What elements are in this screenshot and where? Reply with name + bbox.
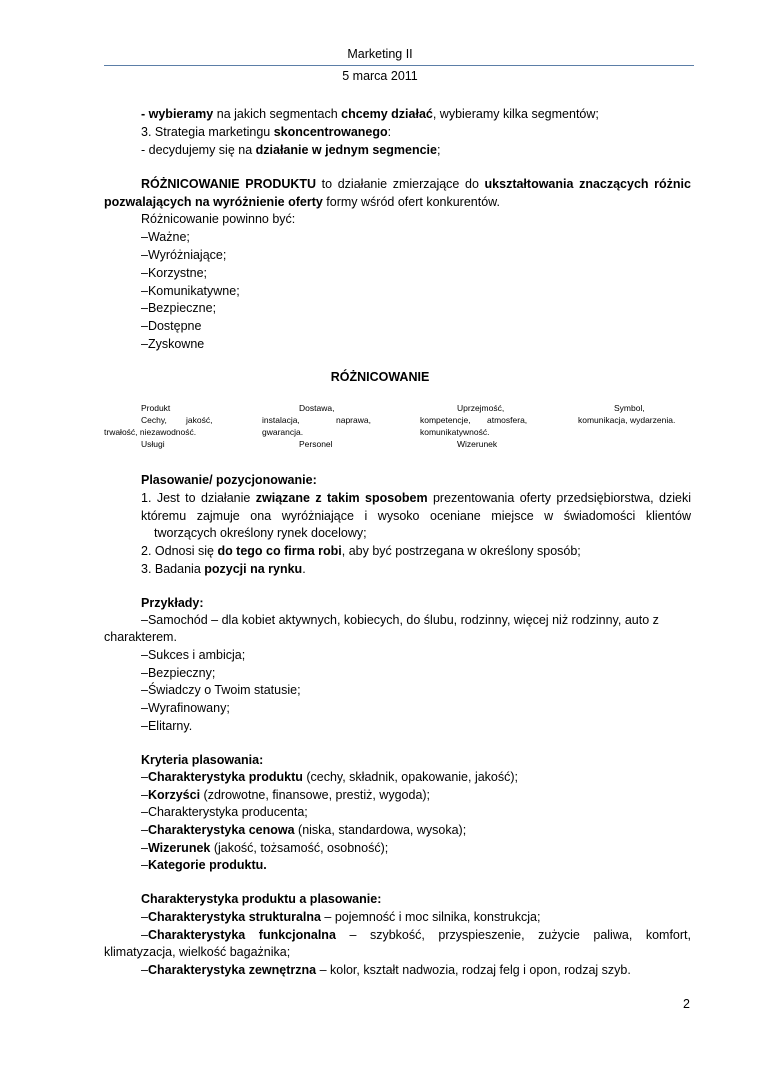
- table-cell: Usługi: [141, 439, 165, 449]
- list-item: – Charakterystyka strukturalna – pojemność i moc silnika, konstrukcja;: [141, 908, 540, 926]
- list-item: – Charakterystyka funkcjonalna – szybkość, przyspieszenie, zużycie paliwa, komfort,: [141, 926, 691, 944]
- table-cell: trwałość, niezawodność.: [104, 427, 197, 437]
- table-cell: Wizerunek: [457, 439, 498, 449]
- list-item: – Ważne;: [141, 228, 190, 246]
- kryteria-heading: Kryteria plasowania:: [141, 753, 264, 767]
- table-cell: atmosfera,: [487, 415, 528, 425]
- table-cell: kompetencje,: [420, 415, 471, 425]
- roznicowanie-paragraph-line-1: RÓŻNICOWANIE PRODUKTU to działanie zmierzające do ukształtowania znaczących różnic: [141, 177, 691, 191]
- list-item: – Kategorie produktu.: [141, 856, 267, 874]
- header-date: 5 marca 2011: [342, 69, 418, 83]
- list-item: – Korzystne;: [141, 264, 207, 282]
- table-cell: gwarancja.: [262, 427, 304, 437]
- header-title: Marketing II: [347, 47, 413, 61]
- intro-line-1: - wybieramy na jakich segmentach chcemy działać, wybieramy kilka segmentów;: [141, 107, 599, 121]
- roznicowanie-paragraph-line-2: pozwalających na wyróżnienie oferty formy wśród ofert konkurentów.: [104, 195, 500, 209]
- table-cell: instalacja,: [262, 415, 300, 425]
- list-item: – Bezpieczne;: [141, 299, 216, 317]
- plasowanie-item-1-line-1: 1. Jest to działanie związane z takim sposobem prezentowania oferty przedsiębiorstwa, dzieki: [141, 491, 691, 505]
- roznicowanie-lead: Różnicowanie powinno być:: [141, 212, 296, 226]
- list-item: – Sukces i ambicja;: [141, 646, 245, 664]
- table-cell: komunikacja, wydarzenia.: [578, 415, 676, 425]
- plasowanie-item-2: 2. Odnosi się do tego co firma robi, aby być postrzegana w określony sposób;: [141, 544, 581, 558]
- list-item: – Wizerunek (jakość, tożsamość, osobność);: [141, 839, 388, 857]
- charakterystyka-heading: Charakterystyka produktu a plasowanie:: [141, 892, 382, 906]
- page-number: 2: [683, 997, 690, 1011]
- przyklady-line-2: charakterem.: [104, 630, 177, 644]
- list-item: – Charakterystyka produktu (cechy, składnik, opakowanie, jakość);: [141, 768, 518, 786]
- plasowanie-item-3: 3. Badania pozycji na rynku.: [141, 562, 306, 576]
- plasowanie-item-1-line-3: tworzących określony rynek docelowy;: [154, 526, 367, 540]
- list-item: – Komunikatywne;: [141, 282, 240, 300]
- intro-line-3: - decydujemy się na działanie w jednym segmencie;: [141, 143, 441, 157]
- plasowanie-item-1-line-2: któremu zajmuje ona wyróżniające i wysoko oceniane miejsce w świadomości klientów: [141, 509, 691, 523]
- list-item: – Wyróżniające;: [141, 246, 226, 264]
- table-cell: Cechy,: [141, 415, 167, 425]
- list-item: – Bezpieczny;: [141, 664, 215, 682]
- table-cell: naprawa,: [336, 415, 371, 425]
- table-cell: Personel: [299, 439, 333, 449]
- list-item-continuation: klimatyzacja, wielkość bagażnika;: [104, 945, 291, 959]
- plasowanie-heading: Plasowanie/ pozycjonowanie:: [141, 473, 317, 487]
- intro-line-2: 3. Strategia marketingu skoncentrowanego:: [141, 125, 392, 139]
- list-item: – Wyrafinowany;: [141, 699, 230, 717]
- przyklady-line-1: – Samochód – dla kobiet aktywnych, kobiecych, do ślubu, rodzinny, więcej niż rodzinny, auto z: [141, 611, 659, 629]
- list-item: – Charakterystyka zewnętrzna – kolor, kształt nadwozia, rodzaj felg i opon, rodzaj szyb.: [141, 961, 631, 979]
- list-item: – Korzyści (zdrowotne, finansowe, prestiż, wygoda);: [141, 786, 430, 804]
- list-item: – Zyskowne: [141, 335, 204, 353]
- table-header-uprzejmosc: Uprzejmość,: [457, 403, 505, 413]
- list-item: – Elitarny.: [141, 717, 192, 735]
- table-header-dostawa: Dostawa,: [299, 403, 335, 413]
- list-item: – Dostępne: [141, 317, 201, 335]
- header-rule: [104, 65, 694, 66]
- list-item: – Charakterystyka cenowa (niska, standardowa, wysoka);: [141, 821, 466, 839]
- przyklady-heading: Przykłady:: [141, 596, 204, 610]
- table-cell: komunikatywność.: [420, 427, 490, 437]
- table-header-produkt: Produkt: [141, 403, 171, 413]
- roznicowanie-table-title: RÓŻNICOWANIE: [330, 370, 430, 384]
- list-item: – Świadczy o Twoim statusie;: [141, 681, 301, 699]
- table-header-symbol: Symbol,: [614, 403, 645, 413]
- table-cell: jakość,: [186, 415, 213, 425]
- list-item: – Charakterystyka producenta;: [141, 803, 308, 821]
